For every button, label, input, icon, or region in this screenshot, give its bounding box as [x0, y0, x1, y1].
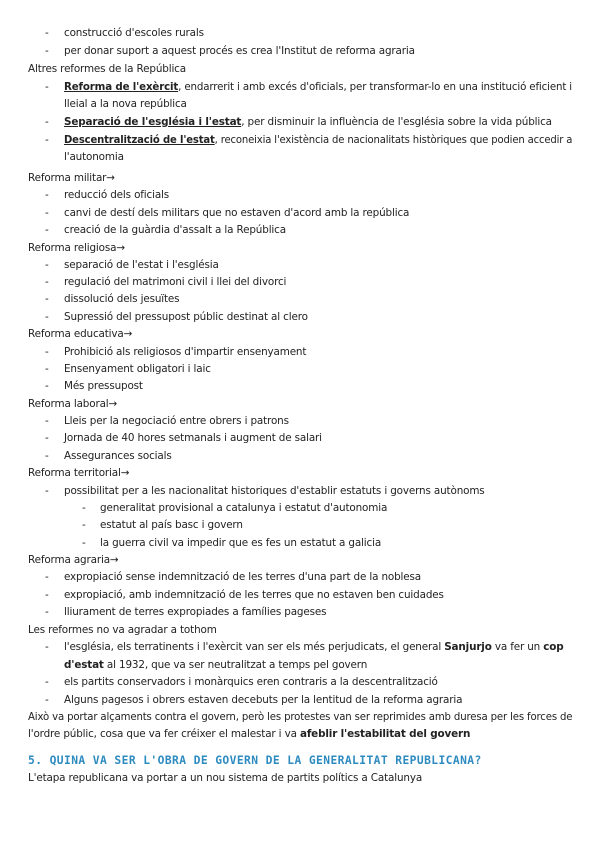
section-label: Reforma religiosa→ — [28, 242, 125, 254]
section-heading: 5. QUINA VA SER L'OBRA DE GOVERN DE LA GENERALITAT REPUBLICANA? — [28, 754, 482, 767]
bullet-dash: - — [45, 676, 49, 688]
list-item-continuation: l'autonomia — [64, 151, 124, 163]
list-item-text: l'església, els terratinents i l'exèrcit van ser els més perjudicats, el general — [64, 641, 445, 653]
list-item: canvi de destí dels militars que no estaven d'acord amb la república — [64, 207, 410, 219]
bullet-dash: - — [45, 571, 49, 583]
list-item: Prohibició als religiosos d'impartir ensenyament — [64, 346, 307, 358]
term-descentralitzacio: Descentralització de l'estat — [64, 134, 215, 146]
bullet-dash: - — [45, 485, 49, 497]
sub-list-item: estatut al país basc i govern — [100, 519, 243, 531]
list-item: Jornada de 40 hores setmanals i augment de salari — [64, 432, 322, 444]
list-item — [64, 639, 564, 656]
list-item-text: , endarrerit i amb excés d'oficials, per transformar-lo en una institució eficient i — [178, 81, 572, 93]
sub-list-item: la guerra civil va impedir que es fes un estatut a galicia — [100, 537, 382, 549]
bullet-dash: - — [45, 45, 49, 57]
bullet-dash: - — [45, 189, 49, 201]
term-cop: cop — [543, 641, 564, 653]
list-item: Assegurances socials — [64, 450, 172, 462]
bullet-dash: - — [45, 606, 49, 618]
section-label: Les reformes no va agradar a tothom — [28, 624, 217, 636]
list-item — [64, 79, 572, 96]
section-label: Reforma laboral→ — [28, 398, 118, 410]
list-item: Alguns pagesos i obrers estaven decebuts per la lentitud de la reforma agraria — [64, 694, 463, 706]
bullet-dash: - — [45, 207, 49, 219]
term-destat: d'estat — [64, 659, 104, 671]
paragraph-line: L'etapa republicana va portar a un nou sistema de partits polítics a Catalunya — [28, 772, 423, 784]
bullet-dash: - — [82, 502, 86, 514]
bullet-dash: - — [45, 81, 49, 93]
list-item: per donar suport a aquest procés es crea l'Institut de reforma agraria — [64, 45, 415, 57]
list-item: Més pressupost — [64, 380, 143, 392]
bullet-dash: - — [45, 641, 49, 653]
list-item: construcció d'escoles rurals — [64, 27, 204, 39]
list-item-text: va fer un — [491, 641, 544, 653]
list-item: lliurament de terres expropiades a famílies pageses — [64, 606, 327, 618]
bullet-dash: - — [45, 432, 49, 444]
list-item: expropiació, amb indemnització de les terres que no estaven ben cuidades — [64, 589, 444, 601]
list-item — [64, 114, 552, 131]
list-item-continuation: lleial a la nova república — [64, 98, 187, 110]
section-label: Reforma militar→ — [28, 172, 115, 184]
list-item: separació de l'estat i l'església — [64, 259, 219, 271]
list-item: creació de la guàrdia d'assalt a la República — [64, 224, 286, 236]
bullet-dash: - — [82, 519, 86, 531]
bullet-dash: - — [45, 224, 49, 236]
bullet-dash: - — [45, 450, 49, 462]
list-item: Lleis per la negociació entre obrers i patrons — [64, 415, 289, 427]
bullet-dash: - — [45, 311, 49, 323]
bullet-dash: - — [82, 537, 86, 549]
term-afeblir: afeblir l'estabilitat del govern — [299, 728, 471, 740]
list-item: Supressió del pressupost públic destinat al clero — [64, 311, 308, 323]
list-item: regulació del matrimoni civil i llei del divorci — [64, 276, 287, 288]
section-label: Reforma territorial→ — [28, 467, 130, 479]
list-item — [64, 132, 572, 149]
list-item: dissolució dels jesuïtes — [64, 293, 180, 305]
paragraph-text: l'ordre públic, cosa que va fer créixer el malestar i va — [28, 728, 300, 740]
term-sanjurjo: Sanjurjo — [444, 641, 492, 653]
list-item-continuation — [64, 657, 367, 674]
bullet-dash: - — [45, 276, 49, 288]
bullet-dash: - — [45, 134, 49, 146]
list-item: Ensenyament obligatori i laic — [64, 363, 211, 375]
sub-list-item: generalitat provisional a catalunya i estatut d'autonomia — [100, 502, 388, 514]
bullet-dash: - — [45, 116, 49, 128]
section-label: Reforma agraria→ — [28, 554, 119, 566]
bullet-dash: - — [45, 259, 49, 271]
list-item: expropiació sense indemnització de les terres d'una part de la noblesa — [64, 571, 422, 583]
term-separacio: Separació de l'església i l'estat — [64, 116, 242, 128]
bullet-dash: - — [45, 363, 49, 375]
list-item-text: , per disminuir la influència de l'església sobre la vida pública — [241, 116, 552, 128]
section-label: Altres reformes de la República — [28, 63, 186, 75]
bullet-dash: - — [45, 415, 49, 427]
term-exercit: Reforma de l'exèrcit — [64, 81, 179, 93]
bullet-dash: - — [45, 346, 49, 358]
list-item: els partits conservadors i monàrquics eren contraris a la descentralització — [64, 676, 438, 688]
bullet-dash: - — [45, 380, 49, 392]
list-item: reducció dels oficials — [64, 189, 170, 201]
list-item-text: , reconeixia l'existència de nacionalitats històriques que podien accedir a — [214, 134, 573, 146]
paragraph-line — [28, 726, 470, 743]
list-item-text: al 1932, que va ser neutralitzat a temps pel govern — [103, 659, 368, 671]
bullet-dash: - — [45, 589, 49, 601]
bullet-dash: - — [45, 293, 49, 305]
list-item: possibilitat per a les nacionalitat historiques d'establir estatuts i governs autònoms — [64, 485, 485, 497]
section-label: Reforma educativa→ — [28, 328, 133, 340]
bullet-dash: - — [45, 694, 49, 706]
paragraph-line: Això va portar alçaments contra el govern, però les protestes van ser reprimides amb duresa per les forces de — [28, 711, 573, 723]
bullet-dash: - — [45, 27, 49, 39]
